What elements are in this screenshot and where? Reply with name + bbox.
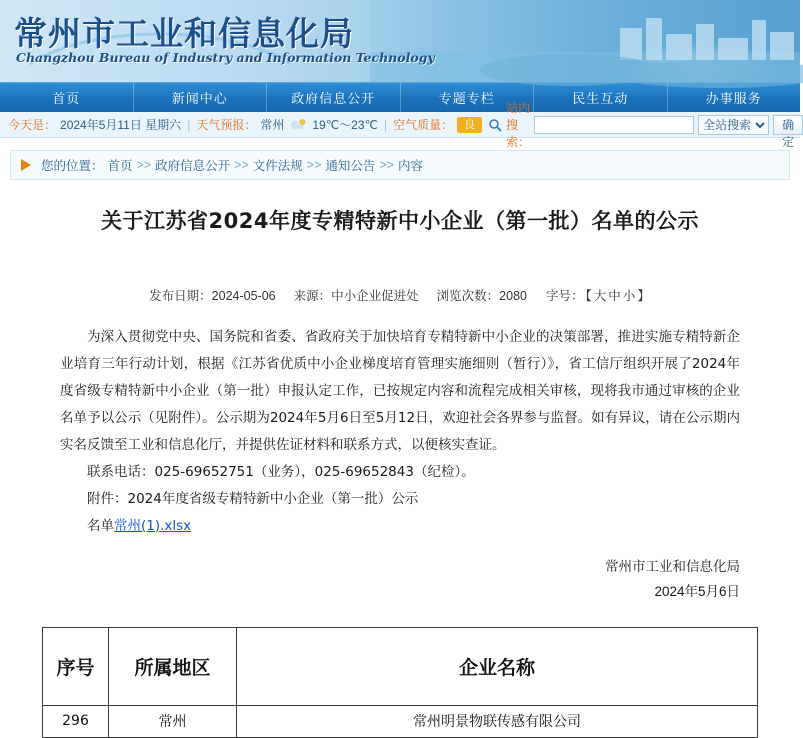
cell-index: 296 [43, 705, 109, 737]
fontsize-bracket-close: 】 [637, 288, 650, 303]
fontsize-small-button[interactable]: 小 [622, 288, 636, 303]
article-paragraph-2: 联系电话：025-69652751（业务），025-69652843（纪检）。 [87, 463, 475, 480]
article-meta [60, 286, 740, 304]
site-title-en: Changzhou Bureau of Industry and Information Technology [16, 50, 435, 65]
article-paragraph-1: 为深入贯彻党中央、国务院和省委、省政府关于加快培育专精特新中小企业的决策部署，推进实施专精特新企业培育三年行动计划，根据《江苏省优质中小企业梯度培育管理实施细则（暂行）》，省工信厅组织开展了2024年度省级专精特新中小企业（第一批）申报认定工作，已按规定内容和流程完成相关审核，现将我市通过审核的企业名单予以公示（见附件）。公示期为2024年5月6日至5月12日，欢迎社会各界参与监督。如有异议，请在公示期内实名反馈至工业和信息化厅，并提供佐证材料和联系方式，以便核实查证。 [60, 328, 740, 453]
cloud-icon [288, 118, 308, 131]
weather-segment [196, 116, 378, 133]
attachment-link[interactable]: 常州(1).xlsx [114, 517, 192, 534]
skyline-decoration [370, 0, 800, 82]
breadcrumb-item-regulations[interactable]: 文件法规 [252, 159, 303, 173]
search-icon [488, 118, 502, 132]
views-value: 2080 [499, 288, 527, 303]
cell-region: 常州 [109, 705, 237, 737]
listing-table-wrapper [0, 605, 800, 738]
fontsize-label: 字号： [545, 288, 584, 303]
article [0, 180, 800, 605]
breadcrumb-item-gov-info[interactable]: 政府信息公开 [155, 159, 231, 173]
breadcrumb-prefix: 您的位置： [41, 159, 104, 173]
breadcrumb-item-home[interactable]: 首页 [107, 159, 133, 173]
article-paragraph-3: 附件：2024年度省级专精特新中小企业（第一批）公示 [87, 490, 419, 507]
breadcrumb [10, 150, 790, 180]
search-submit-button[interactable]: 确定 [773, 115, 803, 135]
column-header-company: 企业名称 [237, 627, 758, 705]
attachment-line [60, 513, 740, 540]
divider-1: | [187, 117, 191, 132]
search-label: 站内搜索： [506, 101, 531, 149]
site-search [488, 99, 803, 150]
date-value: 2024年5月11日 星期六 [60, 118, 182, 132]
weather-label: 天气预报： [196, 118, 257, 132]
page-title: 关于江苏省2024年度专精特新中小企业（第一批）名单的公示 [101, 209, 699, 233]
cell-company: 常州明景物联传感有限公司 [237, 705, 758, 737]
views-label: 浏览次数： [436, 288, 500, 303]
nav-item-news[interactable]: 新闻中心 [134, 83, 268, 112]
signoff-date: 2024年5月6日 [654, 584, 740, 600]
breadcrumb-separator-1: >> [136, 158, 152, 172]
search-input[interactable] [534, 116, 694, 134]
enterprise-listing-table [42, 627, 758, 738]
nav-item-topics[interactable]: 专题专栏 [401, 83, 535, 112]
column-header-index: 序号 [43, 627, 109, 705]
search-scope-select[interactable] [698, 115, 769, 135]
fontsize-medium-button[interactable]: 中 [608, 288, 621, 303]
weather-city: 常州 [260, 118, 285, 132]
table-row [43, 705, 758, 737]
breadcrumb-item-content: 内容 [398, 159, 424, 173]
breadcrumb-separator-4: >> [379, 158, 395, 172]
article-signoff [60, 554, 740, 605]
air-quality-label: 空气质量： [393, 118, 454, 132]
publish-date [149, 286, 275, 304]
nav-item-gov-info[interactable]: 政府信息公开 [267, 83, 401, 112]
view-count [437, 286, 527, 304]
breadcrumb-item-notices[interactable]: 通知公告 [325, 159, 376, 173]
signoff-org: 常州市工业和信息化局 [605, 558, 740, 574]
site-masthead [0, 0, 800, 82]
nav-item-services[interactable]: 办事服务 [705, 91, 762, 106]
font-size-control [545, 286, 651, 304]
site-title-cn: 常州市工业和信息化局 [14, 14, 354, 53]
fontsize-large-button[interactable]: 大 [593, 288, 607, 303]
info-bar [0, 101, 800, 149]
nav-item-interaction[interactable]: 民生互动 [534, 83, 668, 112]
fontsize-bracket-open: 【 [585, 288, 592, 303]
nav-item-home[interactable]: 首页 [0, 83, 134, 112]
divider-2: | [384, 117, 388, 132]
breadcrumb-separator-3: >> [306, 158, 322, 172]
air-quality-segment [393, 116, 482, 133]
attachment-prefix: 名单 [87, 517, 114, 534]
publish-date-value: 2024-05-06 [211, 288, 276, 303]
column-header-region: 所属地区 [109, 627, 237, 705]
article-body [60, 324, 740, 540]
source-label: 来源： [293, 288, 332, 303]
status-badge: 良 [457, 117, 482, 133]
date-label: 今天是： [8, 118, 57, 132]
date-segment [8, 116, 181, 133]
breadcrumb-separator-2: >> [234, 158, 249, 172]
publish-date-label: 发布日期： [149, 288, 212, 303]
weather-temp: 19℃～23℃ [312, 118, 378, 132]
table-header-row [43, 627, 758, 705]
source-value: 中小企业促进处 [331, 288, 419, 303]
arrow-right-icon [21, 159, 31, 171]
article-source [294, 286, 419, 304]
